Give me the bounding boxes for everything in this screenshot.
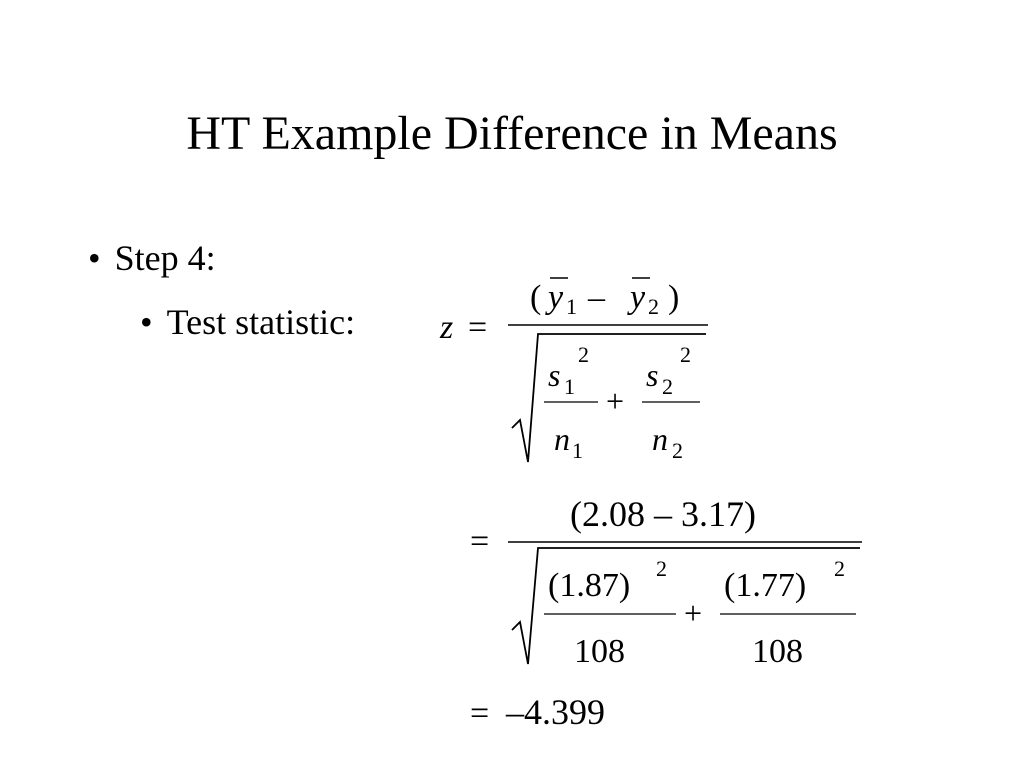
- z-symbol: z: [440, 309, 454, 346]
- plus-sign-1: +: [606, 383, 625, 419]
- ybar2-symbol: y: [630, 279, 646, 316]
- sd2-superscript: 2: [834, 556, 845, 581]
- numeric-numerator: (2.08 – 3.17): [570, 494, 756, 534]
- equals-sign-1: =: [468, 309, 488, 346]
- sd1-value: (1.87): [548, 567, 631, 604]
- slide-title: HT Example Difference in Means: [186, 107, 838, 160]
- n1-subscript: 1: [572, 438, 583, 463]
- n2-subscript: 2: [672, 438, 683, 463]
- numerator-lparen: (: [530, 279, 542, 316]
- numerator-minus: –: [588, 279, 605, 316]
- s2-subscript: 2: [662, 374, 673, 399]
- z-result-value: –4.399: [506, 692, 605, 732]
- sd1-superscript: 2: [656, 556, 667, 581]
- n1-symbol: n: [554, 421, 570, 457]
- n2-value: 108: [752, 633, 803, 670]
- ybar1-symbol: y: [548, 279, 564, 316]
- s1-subscript: 1: [564, 374, 575, 399]
- equals-sign-3: =: [470, 695, 490, 732]
- bullet-dot: •: [140, 302, 153, 342]
- s2-symbol: s: [646, 357, 659, 393]
- s1-symbol: s: [548, 357, 561, 393]
- ybar1-subscript: 1: [566, 294, 577, 319]
- s1-superscript: 2: [578, 342, 589, 367]
- bullet-test-statistic-label: Test statistic:: [166, 302, 356, 342]
- n1-value: 108: [574, 633, 625, 670]
- bullet-dot: •: [88, 238, 101, 278]
- numerator-rparen: ): [668, 279, 680, 316]
- ybar2-subscript: 2: [648, 294, 659, 319]
- n2-symbol: n: [652, 421, 668, 457]
- plus-sign-2: +: [684, 595, 703, 631]
- s2-superscript: 2: [680, 342, 691, 367]
- sd2-value: (1.77): [724, 567, 807, 604]
- equals-sign-2: =: [470, 523, 490, 560]
- bullet-step-4-label: Step 4:: [114, 238, 216, 278]
